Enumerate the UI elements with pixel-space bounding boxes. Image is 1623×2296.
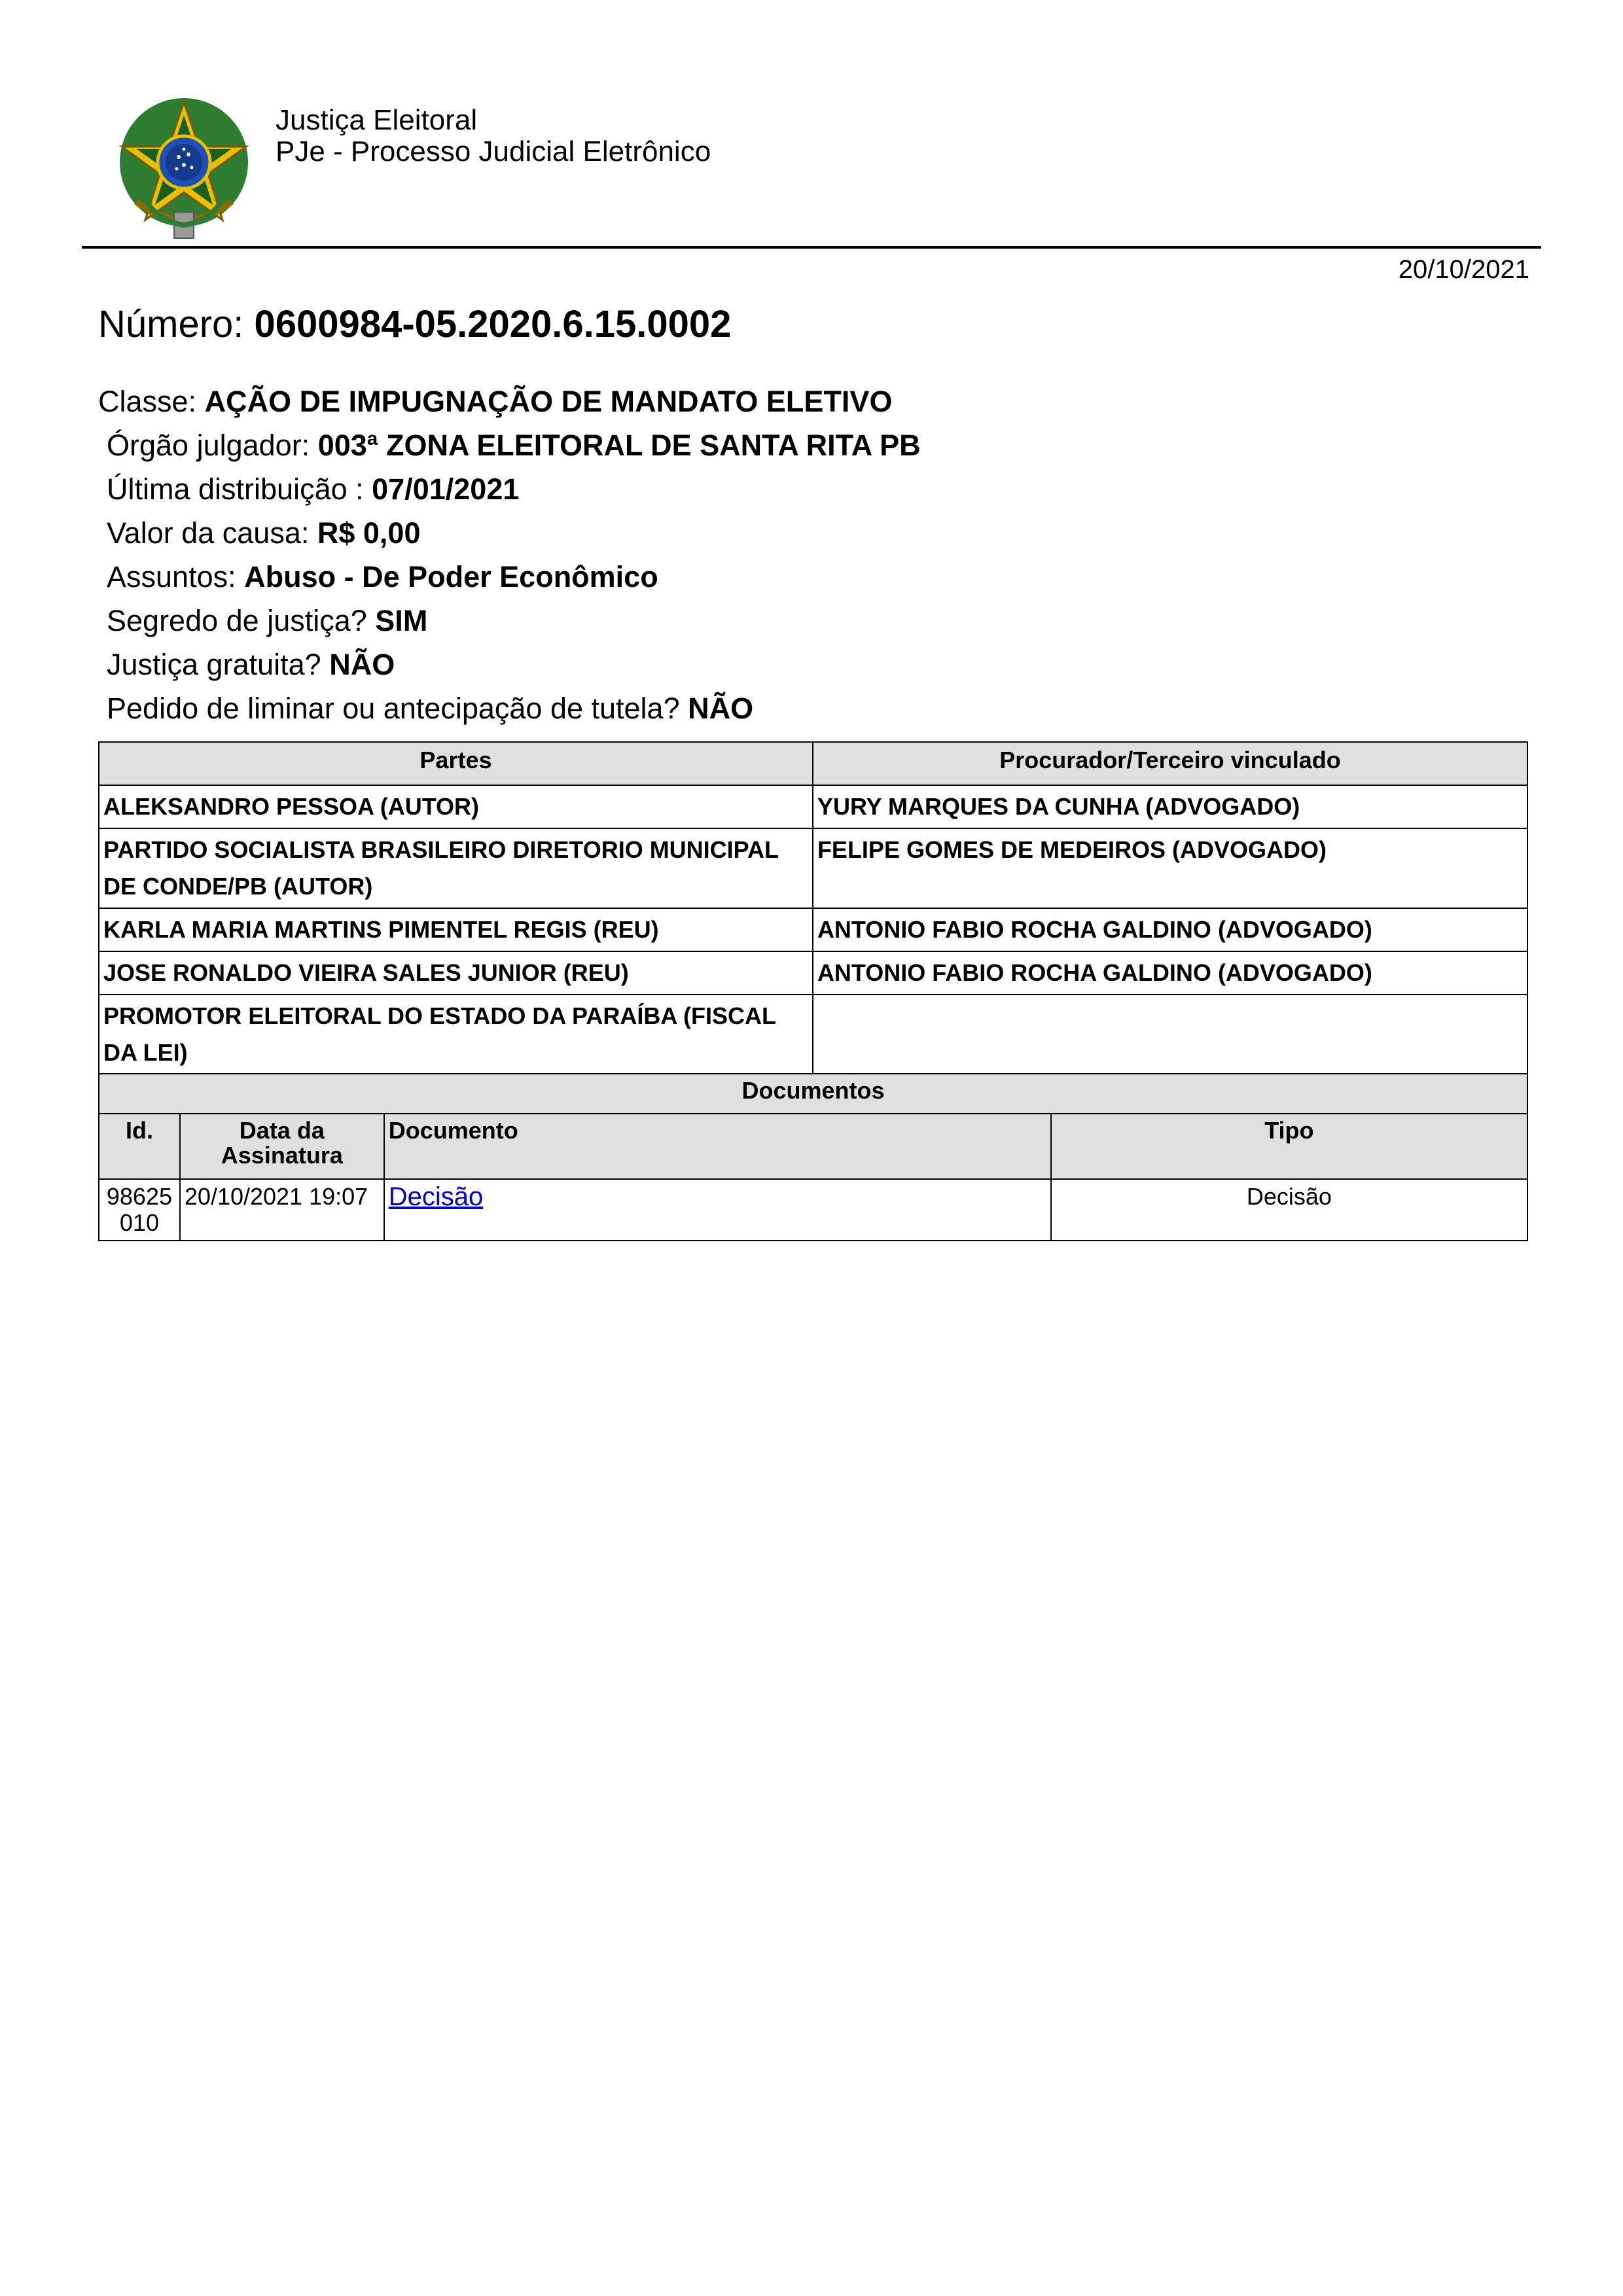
- field-label: Classe:: [98, 385, 197, 418]
- documents-title: Documentos: [99, 1074, 1527, 1114]
- table-row: [99, 951, 1527, 995]
- field-value: NÃO: [329, 648, 395, 681]
- table-row: [99, 828, 1527, 908]
- document-link[interactable]: Decisão: [388, 1182, 484, 1211]
- field-label: Órgão julgador:: [107, 429, 310, 462]
- header-divider: [82, 246, 1541, 249]
- document-date: 20/10/2021 19:07: [180, 1179, 384, 1241]
- column-header-partes: Partes: [99, 742, 813, 785]
- field-value: 003ª ZONA ELEITORAL DE SANTA RITA PB: [317, 429, 921, 462]
- attorney-cell: FELIPE GOMES DE MEDEIROS (ADVOGADO): [813, 828, 1527, 908]
- attorney-cell: [813, 995, 1527, 1074]
- document-cell: [384, 1179, 1051, 1241]
- document-id: 98625010: [99, 1179, 180, 1241]
- field-value: NÃO: [688, 692, 754, 725]
- process-number-label: Número:: [98, 303, 244, 345]
- field-segredo-justica: [98, 599, 921, 643]
- field-label: Última distribuição :: [107, 472, 364, 506]
- table-row: [99, 1179, 1527, 1241]
- process-number: [98, 302, 731, 346]
- party-cell: PARTIDO SOCIALISTA BRASILEIRO DIRETORIO MUNICIPAL DE CONDE/PB (AUTOR): [99, 828, 813, 908]
- field-valor-causa: [98, 511, 921, 555]
- field-value: R$ 0,00: [317, 516, 421, 550]
- attorney-cell: YURY MARQUES DA CUNHA (ADVOGADO): [813, 785, 1527, 828]
- field-label: Valor da causa:: [107, 516, 310, 550]
- column-header-data-assinatura: Data da Assinatura: [180, 1114, 384, 1179]
- field-label: Assuntos:: [107, 560, 236, 593]
- column-header-id: Id.: [99, 1114, 180, 1179]
- parties-table: [98, 741, 1528, 1075]
- process-number-value: 0600984-05.2020.6.15.0002: [254, 303, 732, 345]
- brazil-coat-of-arms-icon: [116, 97, 251, 239]
- field-classe: [98, 380, 921, 423]
- documents-title-row: [99, 1074, 1527, 1114]
- field-assuntos: [98, 555, 921, 599]
- party-cell: ALEKSANDRO PESSOA (AUTOR): [99, 785, 813, 828]
- table-header-row: [99, 1114, 1527, 1179]
- party-cell: JOSE RONALDO VIEIRA SALES JUNIOR (REU): [99, 951, 813, 995]
- system-name: PJe - Processo Judicial Eletrônico: [276, 135, 711, 168]
- field-ultima-distribuicao: [98, 467, 921, 511]
- field-value: SIM: [375, 604, 428, 637]
- field-value: Abuso - De Poder Econômico: [244, 560, 658, 593]
- table-header-row: [99, 742, 1527, 785]
- table-row: [99, 995, 1527, 1074]
- process-metadata: [98, 380, 921, 730]
- field-justica-gratuita: [98, 643, 921, 686]
- field-label: Justiça gratuita?: [107, 648, 321, 681]
- document-header: [276, 105, 711, 168]
- documents-table: [98, 1073, 1528, 1241]
- table-row: [99, 785, 1527, 828]
- field-value: AÇÃO DE IMPUGNAÇÃO DE MANDATO ELETIVO: [204, 385, 893, 418]
- document-type: Decisão: [1051, 1179, 1527, 1241]
- field-orgao-julgador: [98, 423, 921, 467]
- field-pedido-liminar: [98, 686, 921, 730]
- org-name: Justiça Eleitoral: [276, 104, 478, 136]
- attorney-cell: ANTONIO FABIO ROCHA GALDINO (ADVOGADO): [813, 908, 1527, 951]
- document-date: 20/10/2021: [1398, 255, 1529, 284]
- column-header-tipo: Tipo: [1051, 1114, 1527, 1179]
- field-value: 07/01/2021: [372, 472, 520, 506]
- field-label: Segredo de justiça?: [107, 604, 367, 637]
- column-header-documento: Documento: [384, 1114, 1051, 1179]
- party-cell: PROMOTOR ELEITORAL DO ESTADO DA PARAÍBA (FISCAL DA LEI): [99, 995, 813, 1074]
- field-label: Pedido de liminar ou antecipação de tutela?: [107, 692, 680, 725]
- attorney-cell: ANTONIO FABIO ROCHA GALDINO (ADVOGADO): [813, 951, 1527, 995]
- column-header-procurador: Procurador/Terceiro vinculado: [813, 742, 1527, 785]
- table-row: [99, 908, 1527, 951]
- party-cell: KARLA MARIA MARTINS PIMENTEL REGIS (REU): [99, 908, 813, 951]
